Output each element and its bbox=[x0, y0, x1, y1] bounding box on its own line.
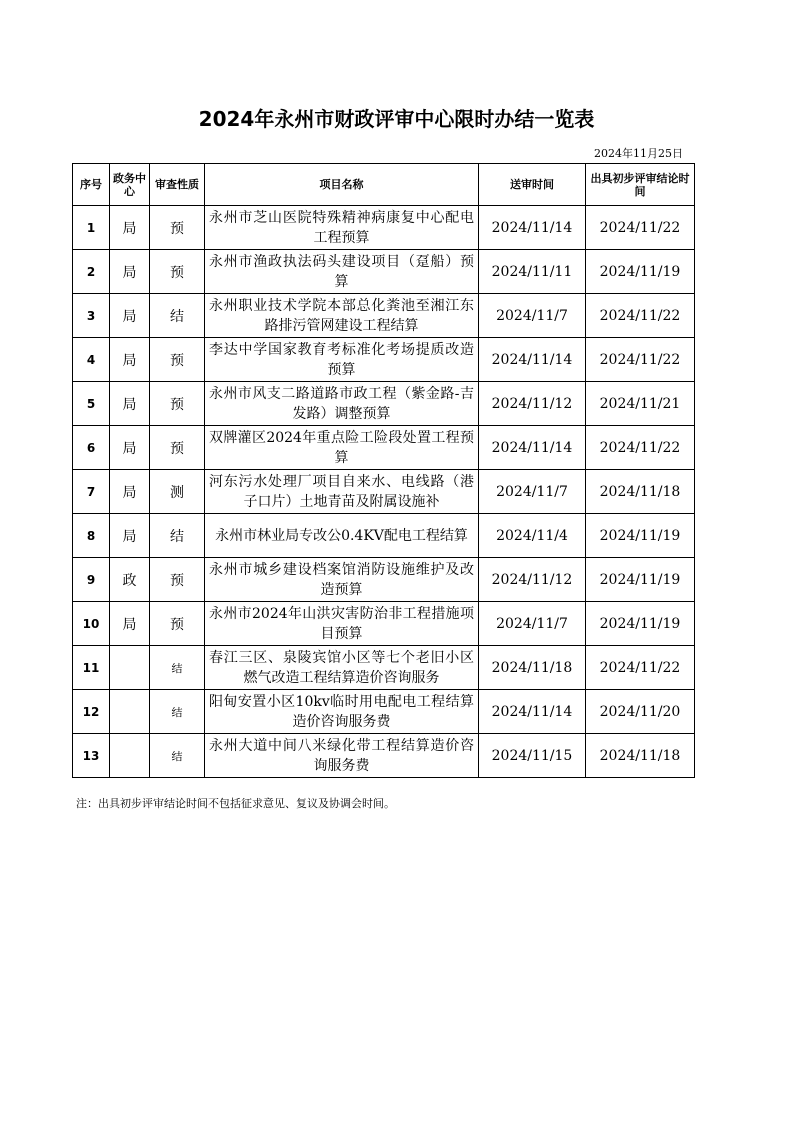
cell-result-date: 2024/11/22 bbox=[586, 294, 695, 338]
cell-sent-date: 2024/11/14 bbox=[479, 338, 586, 382]
cell-result-date: 2024/11/18 bbox=[586, 734, 695, 778]
project-name-text: 永州市芝山医院特殊精神病康复中心配电工程预算 bbox=[209, 209, 474, 246]
cell-result-date: 2024/11/18 bbox=[586, 470, 695, 514]
cell-sent-date: 2024/11/11 bbox=[479, 250, 586, 294]
cell-seq: 8 bbox=[73, 514, 110, 558]
cell-center bbox=[110, 646, 150, 690]
cell-result-date: 2024/11/22 bbox=[586, 206, 695, 250]
table-row bbox=[73, 646, 695, 690]
report-date: 2024年11月25日 bbox=[594, 147, 683, 160]
cell-sent-date: 2024/11/7 bbox=[479, 602, 586, 646]
cell-project-name bbox=[205, 602, 479, 646]
cell-review-type: 结 bbox=[150, 734, 205, 778]
cell-center: 局 bbox=[110, 470, 150, 514]
cell-center: 政 bbox=[110, 558, 150, 602]
project-name-text: 永州市2024年山洪灾害防治非工程措施项目预算 bbox=[209, 605, 474, 642]
cell-seq: 10 bbox=[73, 602, 110, 646]
cell-sent-date: 2024/11/14 bbox=[479, 690, 586, 734]
cell-project-name bbox=[205, 470, 479, 514]
cell-center bbox=[110, 690, 150, 734]
table-row bbox=[73, 690, 695, 734]
cell-project-name bbox=[205, 338, 479, 382]
project-name-text: 永州市渔政执法码头建设项目（趸船）预算 bbox=[209, 253, 474, 290]
cell-sent-date: 2024/11/18 bbox=[479, 646, 586, 690]
cell-seq: 6 bbox=[73, 426, 110, 470]
cell-project-name bbox=[205, 206, 479, 250]
cell-result-date: 2024/11/19 bbox=[586, 250, 695, 294]
cell-center bbox=[110, 734, 150, 778]
cell-center: 局 bbox=[110, 294, 150, 338]
table-row bbox=[73, 470, 695, 514]
cell-review-type: 预 bbox=[150, 338, 205, 382]
project-name-text: 永州大道中间八米绿化带工程结算造价咨询服务费 bbox=[209, 737, 474, 774]
cell-project-name bbox=[205, 250, 479, 294]
cell-result-date: 2024/11/19 bbox=[586, 514, 695, 558]
footnote: 注：出具初步评审结论时间不包括征求意见、复议及协调会时间。 bbox=[76, 797, 395, 810]
cell-result-date: 2024/11/19 bbox=[586, 602, 695, 646]
page-title: 2024年永州市财政评审中心限时办结一览表 bbox=[198, 107, 595, 131]
cell-review-type: 预 bbox=[150, 206, 205, 250]
cell-seq: 9 bbox=[73, 558, 110, 602]
header-review-type: 审查性质 bbox=[150, 164, 205, 206]
project-name-text: 河东污水处理厂项目自来水、电线路（港子口片）土地青苗及附属设施补 bbox=[209, 473, 474, 510]
cell-project-name bbox=[205, 514, 479, 558]
cell-review-type: 预 bbox=[150, 558, 205, 602]
cell-result-date: 2024/11/19 bbox=[586, 558, 695, 602]
cell-sent-date: 2024/11/7 bbox=[479, 294, 586, 338]
cell-review-type: 预 bbox=[150, 382, 205, 426]
cell-project-name bbox=[205, 690, 479, 734]
cell-seq: 3 bbox=[73, 294, 110, 338]
cell-seq: 7 bbox=[73, 470, 110, 514]
header-sent: 送审时间 bbox=[479, 164, 586, 206]
cell-project-name bbox=[205, 426, 479, 470]
cell-review-type: 预 bbox=[150, 250, 205, 294]
cell-review-type: 结 bbox=[150, 690, 205, 734]
cell-result-date: 2024/11/21 bbox=[586, 382, 695, 426]
table-row bbox=[73, 426, 695, 470]
project-name-text: 永州市风支二路道路市政工程（紫金路-吉发路）调整预算 bbox=[209, 385, 474, 422]
cell-sent-date: 2024/11/15 bbox=[479, 734, 586, 778]
cell-sent-date: 2024/11/14 bbox=[479, 206, 586, 250]
cell-center: 局 bbox=[110, 338, 150, 382]
project-name-text: 李达中学国家教育考标准化考场提质改造预算 bbox=[209, 341, 474, 378]
cell-center: 局 bbox=[110, 382, 150, 426]
project-name-text: 双牌灌区2024年重点险工险段处置工程预算 bbox=[209, 429, 474, 466]
table-row bbox=[73, 514, 695, 558]
cell-project-name bbox=[205, 734, 479, 778]
cell-sent-date: 2024/11/14 bbox=[479, 426, 586, 470]
cell-center: 局 bbox=[110, 426, 150, 470]
cell-review-type: 预 bbox=[150, 426, 205, 470]
cell-result-date: 2024/11/22 bbox=[586, 338, 695, 382]
table-row bbox=[73, 206, 695, 250]
cell-sent-date: 2024/11/12 bbox=[479, 558, 586, 602]
cell-seq: 2 bbox=[73, 250, 110, 294]
cell-project-name bbox=[205, 558, 479, 602]
cell-sent-date: 2024/11/7 bbox=[479, 470, 586, 514]
cell-project-name bbox=[205, 294, 479, 338]
cell-sent-date: 2024/11/4 bbox=[479, 514, 586, 558]
cell-project-name bbox=[205, 382, 479, 426]
table-row bbox=[73, 734, 695, 778]
cell-sent-date: 2024/11/12 bbox=[479, 382, 586, 426]
table-row bbox=[73, 558, 695, 602]
cell-center: 局 bbox=[110, 514, 150, 558]
table-header-row bbox=[73, 164, 695, 206]
cell-center: 局 bbox=[110, 250, 150, 294]
table-row bbox=[73, 382, 695, 426]
header-result: 出具初步评审结论时间 bbox=[586, 164, 695, 206]
summary-table bbox=[72, 163, 695, 778]
cell-review-type: 结 bbox=[150, 514, 205, 558]
cell-result-date: 2024/11/20 bbox=[586, 690, 695, 734]
table-row bbox=[73, 294, 695, 338]
header-seq: 序号 bbox=[73, 164, 110, 206]
cell-seq: 12 bbox=[73, 690, 110, 734]
cell-seq: 5 bbox=[73, 382, 110, 426]
project-name-text: 永州职业技术学院本部总化粪池至湘江东路排污管网建设工程结算 bbox=[209, 297, 474, 334]
project-name-text: 阳甸安置小区10kv临时用电配电工程结算造价咨询服务费 bbox=[209, 693, 474, 730]
cell-review-type: 结 bbox=[150, 294, 205, 338]
cell-center: 局 bbox=[110, 602, 150, 646]
header-project: 项目名称 bbox=[205, 164, 479, 206]
project-name-text: 永州市林业局专改公0.4KV配电工程结算 bbox=[215, 527, 468, 544]
cell-project-name bbox=[205, 646, 479, 690]
table-row bbox=[73, 250, 695, 294]
cell-result-date: 2024/11/22 bbox=[586, 646, 695, 690]
cell-seq: 1 bbox=[73, 206, 110, 250]
cell-review-type: 预 bbox=[150, 602, 205, 646]
project-name-text: 永州市城乡建设档案馆消防设施维护及改造预算 bbox=[209, 561, 474, 598]
cell-result-date: 2024/11/22 bbox=[586, 426, 695, 470]
project-name-text: 春江三区、泉陵宾馆小区等七个老旧小区燃气改造工程结算造价咨询服务 bbox=[209, 649, 474, 686]
table-row bbox=[73, 338, 695, 382]
cell-seq: 11 bbox=[73, 646, 110, 690]
cell-seq: 4 bbox=[73, 338, 110, 382]
header-center: 政务中心 bbox=[110, 164, 150, 206]
cell-review-type: 结 bbox=[150, 646, 205, 690]
cell-center: 局 bbox=[110, 206, 150, 250]
cell-seq: 13 bbox=[73, 734, 110, 778]
cell-review-type: 测 bbox=[150, 470, 205, 514]
table-row bbox=[73, 602, 695, 646]
